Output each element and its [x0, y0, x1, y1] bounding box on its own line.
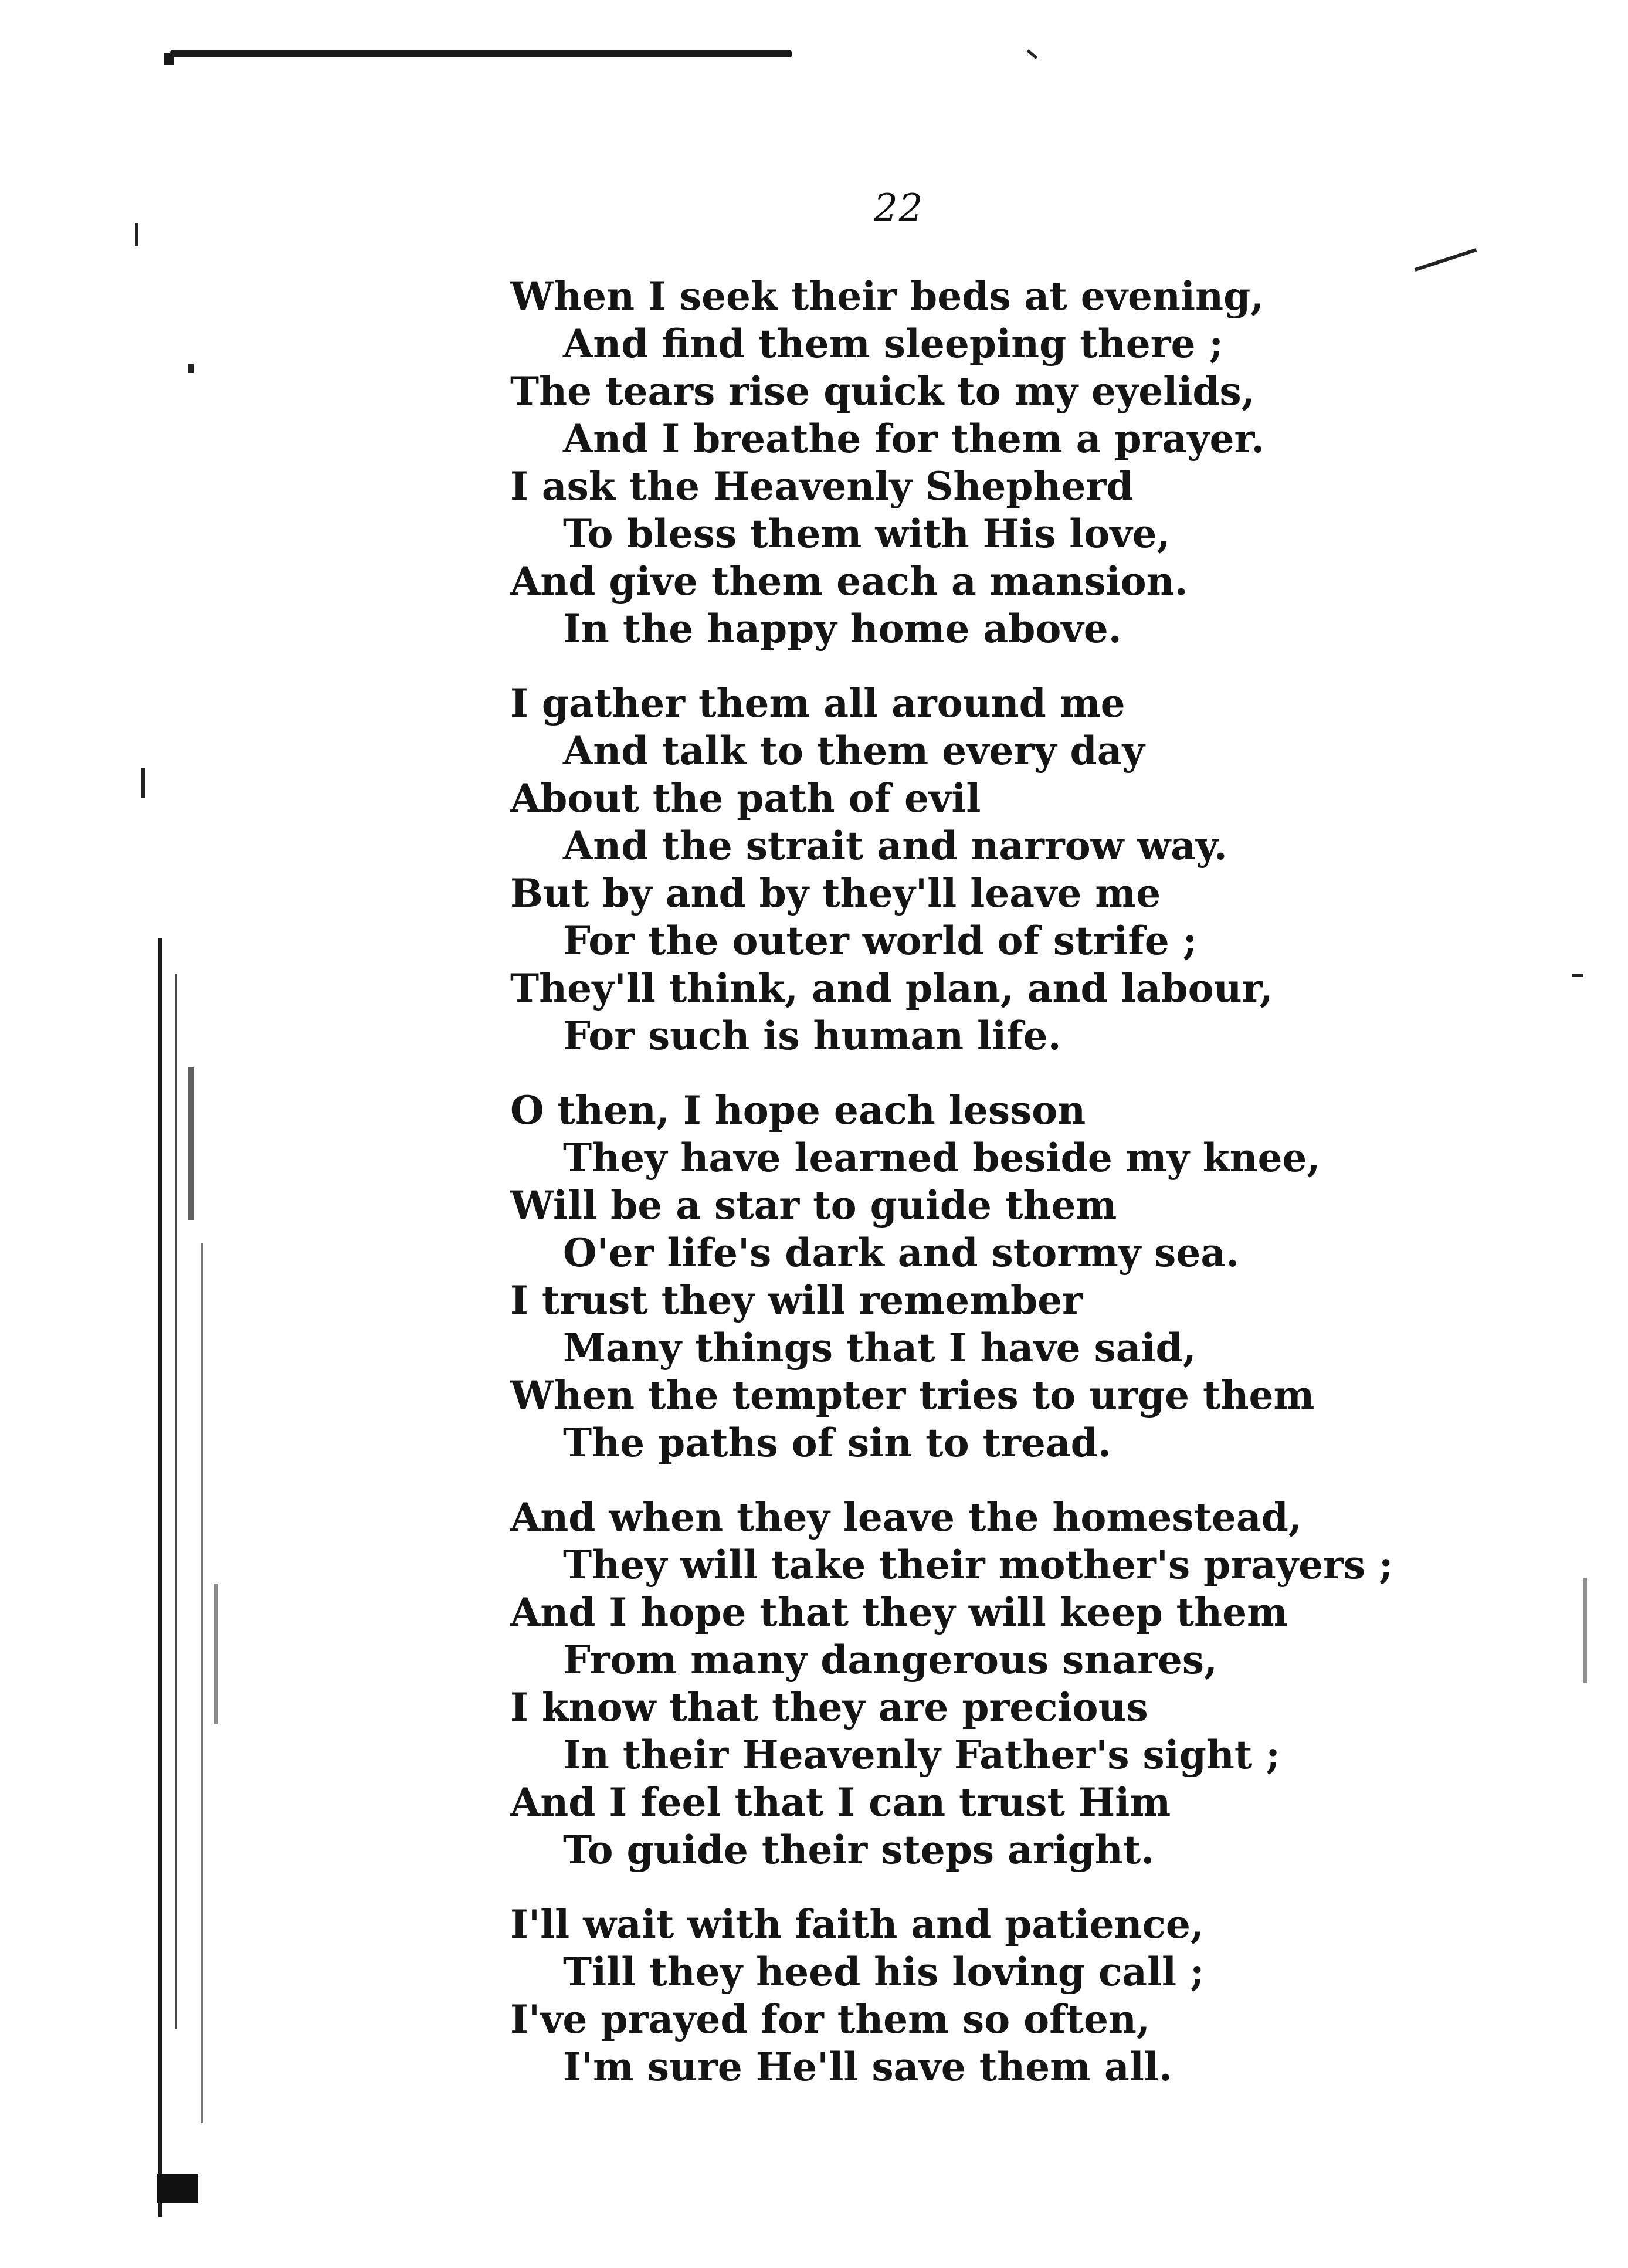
scan-speck	[1027, 49, 1038, 59]
scan-speck	[188, 364, 194, 373]
poem-line: I ask the Heavenly Shepherd	[510, 463, 1134, 509]
poem-line: They will take their mother's prayers ;	[563, 1542, 1393, 1588]
poem-line: And I hope that they will keep them	[510, 1589, 1288, 1635]
poem-line: And give them each a mansion.	[510, 558, 1188, 604]
poem-line: And the strait and narrow way.	[563, 823, 1227, 869]
poem-line: About the path of evil	[510, 775, 981, 821]
scan-speck	[135, 223, 138, 246]
poem-line: I know that they are precious	[510, 1684, 1148, 1730]
scan-speck	[141, 768, 145, 798]
poem-line: They have learned beside my knee,	[563, 1135, 1321, 1181]
poem-line: I gather them all around me	[510, 680, 1125, 726]
poem	[510, 273, 1393, 2118]
poem-line: They'll think, and plan, and labour,	[510, 965, 1273, 1011]
binding-edge-artifact	[147, 938, 235, 2217]
page-number: 22	[874, 187, 924, 230]
poem-line: O'er life's dark and stormy sea.	[563, 1230, 1240, 1276]
scan-speck	[1583, 1578, 1587, 1683]
scan-speck	[1572, 974, 1583, 977]
poem-line: When I seek their beds at evening,	[510, 273, 1264, 319]
poem-line: Will be a star to guide them	[510, 1182, 1117, 1228]
poem-line: For such is human life.	[563, 1013, 1061, 1059]
poem-line: And find them sleeping there ;	[563, 321, 1223, 367]
poem-line: The tears rise quick to my eyelids,	[510, 368, 1255, 414]
stanza	[510, 680, 1320, 1060]
poem-line: For the outer world of strife ;	[563, 918, 1198, 964]
stanza	[510, 1494, 1393, 1874]
poem-line: I'll wait with faith and patience,	[510, 1901, 1204, 1947]
poem-line: I'm sure He'll save them all.	[563, 2044, 1172, 2090]
poem-line: And when they leave the homestead,	[510, 1494, 1302, 1540]
poem-line: And I breathe for them a prayer.	[563, 416, 1265, 462]
poem-line: To bless them with His love,	[563, 511, 1171, 557]
poem-line: I've prayed for them so often,	[510, 1996, 1150, 2042]
poem-line: But by and by they'll leave me	[510, 870, 1161, 916]
stanza	[510, 273, 1320, 653]
poem-line: Till they heed his loving call ;	[563, 1949, 1205, 1995]
stanza	[510, 1901, 1320, 2091]
stanza	[510, 1087, 1320, 1467]
poem-line: And I feel that I can trust Him	[510, 1779, 1171, 1825]
poem-line: To guide their steps aright.	[563, 1827, 1155, 1873]
poem-line: I trust they will remember	[510, 1277, 1083, 1323]
poem-line: In the happy home above.	[563, 606, 1122, 652]
scan-speck	[1415, 248, 1477, 272]
poem-line: And talk to them every day	[563, 728, 1145, 774]
poem-line: In their Heavenly Father's sight ;	[563, 1732, 1280, 1778]
poem-line: O then, I hope each lesson	[510, 1087, 1086, 1133]
poem-line: The paths of sin to tread.	[563, 1420, 1111, 1466]
poem-line: When the tempter tries to urge them	[510, 1372, 1315, 1418]
poem-line: Many things that I have said,	[563, 1325, 1196, 1371]
top-edge-rule	[170, 50, 792, 57]
poem-line: From many dangerous snares,	[563, 1637, 1217, 1683]
